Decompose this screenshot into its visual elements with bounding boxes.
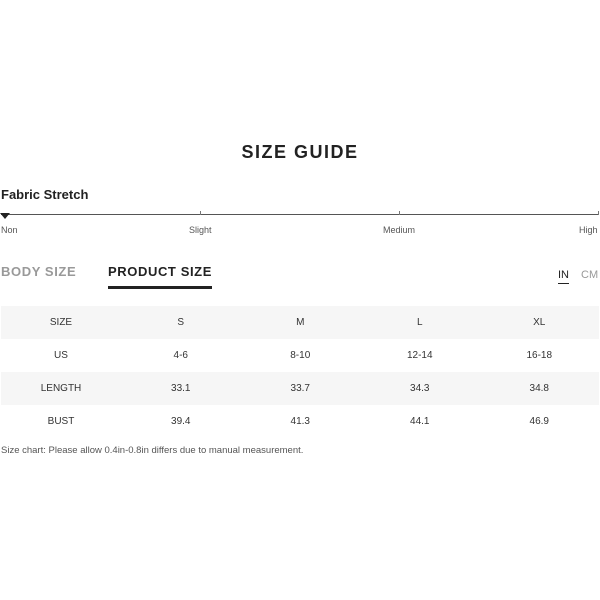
stretch-tick-slight [200, 211, 201, 215]
unit-toggle-in[interactable]: IN [558, 268, 569, 284]
table-cell: 34.8 [480, 372, 600, 405]
table-cell: 34.3 [360, 372, 480, 405]
table-cell: 33.1 [121, 372, 241, 405]
table-cell: 4-6 [121, 339, 241, 372]
fabric-stretch-label: Fabric Stretch [1, 187, 89, 202]
stretch-level-medium: Medium [383, 225, 416, 235]
table-cell: SIZE [1, 306, 121, 339]
table-cell: 33.7 [241, 372, 361, 405]
table-cell: LENGTH [1, 372, 121, 405]
table-cell: S [121, 306, 241, 339]
table-cell: 46.9 [480, 405, 600, 438]
table-cell: 39.4 [121, 405, 241, 438]
table-row [1, 306, 599, 339]
table-cell: L [360, 306, 480, 339]
tab-product-size[interactable]: PRODUCT SIZE [108, 264, 212, 279]
tab-body-size[interactable]: BODY SIZE [1, 264, 77, 279]
table-cell: 16-18 [480, 339, 600, 372]
table-cell: M [241, 306, 361, 339]
table-cell: BUST [1, 405, 121, 438]
stretch-marker-icon [0, 213, 10, 219]
table-cell: 8-10 [241, 339, 361, 372]
table-cell: 41.3 [241, 405, 361, 438]
table-cell: 12-14 [360, 339, 480, 372]
unit-toggle-cm[interactable]: CM [581, 269, 599, 281]
size-table [1, 306, 599, 438]
stretch-level-high: High [579, 225, 598, 235]
table-cell: XL [480, 306, 600, 339]
stretch-level-non: Non [1, 225, 18, 235]
table-cell: US [1, 339, 121, 372]
active-tab-indicator [108, 286, 212, 289]
table-row [1, 339, 599, 372]
size-chart-note: Size chart: Please allow 0.4in-0.8in differs due to manual measurement. [1, 445, 304, 456]
stretch-tick-high [598, 211, 599, 215]
table-row [1, 372, 599, 405]
table-cell: 44.1 [360, 405, 480, 438]
fabric-stretch-scale [1, 214, 599, 215]
table-row [1, 405, 599, 438]
stretch-tick-medium [399, 211, 400, 215]
page-title: SIZE GUIDE [241, 142, 359, 162]
stretch-level-slight: Slight [189, 225, 212, 235]
